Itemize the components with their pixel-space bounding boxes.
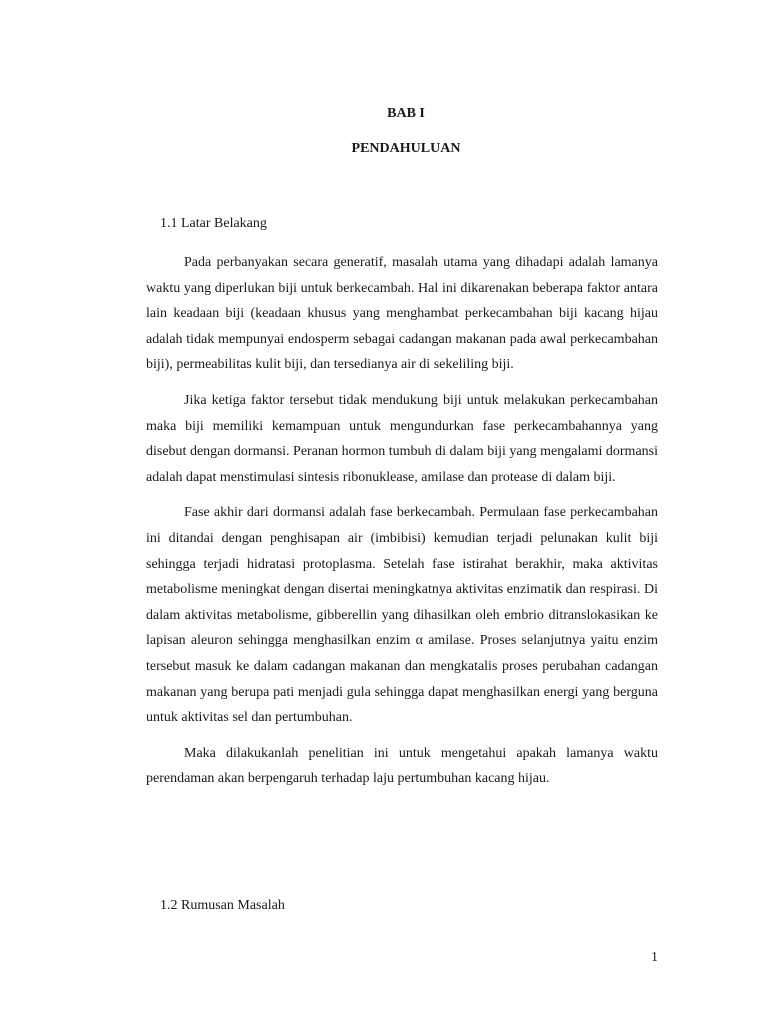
paragraph-1: Pada perbanyakan secara generatif, masalah utama yang dihadapi adalah lamanya waktu yang diperlukan biji untuk berkecambah. Hal ini dikarenakan beberapa faktor antara lain keadaan biji (keadaan khusus yang menghambat perkecambahan biji kacang hijau adalah tidak mempunyai endosperm sebagai cadangan makanan pada awal perkecambahan biji), permeabilitas kulit biji, dan tersedianya air di sekeliling biji. bbox=[146, 255, 658, 373]
chapter-number: BAB I bbox=[387, 106, 425, 121]
paragraph-4: Maka dilakukanlah penelitian ini untuk mengetahui apakah lamanya waktu perendaman akan berpengaruh terhadap laju pertumbuhan kacang hijau. bbox=[146, 745, 658, 787]
section-heading-rumusan-masalah: 1.2 Rumusan Masalah bbox=[160, 898, 285, 913]
paragraph-3: Fase akhir dari dormansi adalah fase berkecambah. Permulaan fase perkecambahan ini ditandai dengan penghisapan air (imbibisi) kemudian terjadi pelunakan kulit biji sehingga terjadi hidratasi protoplasma. Setelah fase istirahat berakhir, maka aktivitas metabolisme meningkat dengan disertai meningkatnya aktivitas enzimatik dan respirasi. Di dalam aktivitas metabolisme, gibberellin yang dihasilkan oleh embrio ditranslokasikan ke lapisan aleuron sehingga menghasilkan enzim α amilase. Proses selanjutnya yaitu enzim tersebut masuk ke dalam cadangan makanan dan mengkatalis proses perubahan cadangan makanan yang berupa pati menjadi gula sehingga dapat menghasilkan energi yang berguna untuk aktivitas sel dan pertumbuhan. bbox=[146, 505, 658, 726]
chapter-title: PENDAHULUAN bbox=[351, 141, 461, 156]
section-heading-latar-belakang: 1.1 Latar Belakang bbox=[160, 216, 267, 231]
page-number: 1 bbox=[651, 950, 658, 965]
paragraph-2: Jika ketiga faktor tersebut tidak mendukung biji untuk melakukan perkecambahan maka biji memiliki kemampuan untuk mengundurkan fase perkecambahannya yang disebut dengan dormansi. Peranan hormon tumbuh di dalam biji yang mengalami dormansi adalah dapat menstimulasi sintesis ribonuklease, amilase dan protease di dalam biji. bbox=[146, 392, 658, 485]
section-body-latar-belakang bbox=[146, 250, 658, 802]
